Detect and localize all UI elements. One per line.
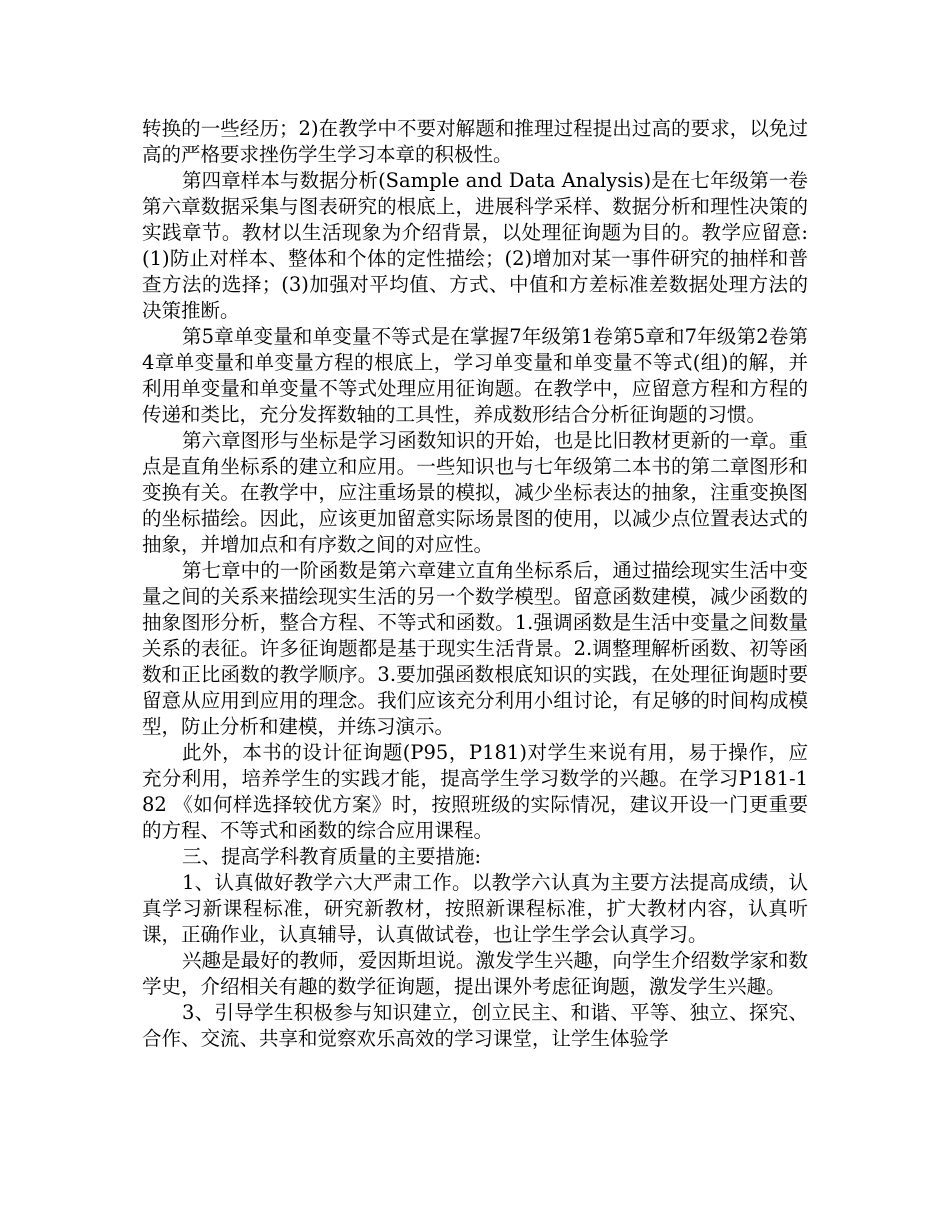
paragraph-design-problems: 此外，本书的设计征询题(P95，P181)对学生来说有用，易于操作，应充分利用，培养学生的实践才能，提高学生学习数学的兴趣。在学习P181-182 《如何样选择较优方案》时，按照班级的实际情况，建议开设一门更重要的方程、不等式和函数的综合应用课程。	[142, 741, 808, 842]
paragraph-1: 转换的一些经历；2)在教学中不要对解题和推理过程提出过高的要求，以免过高的严格要求挫伤学生学习本章的积极性。	[142, 117, 808, 166]
paragraph-chapter-4: 第四章样本与数据分析(Sample and Data Analysis)是在七年级第一卷第六章数据采集与图表研究的根底上，进展科学采样、数据分析和理性决策的实践章节。教材以生活现象为介绍背景，以处理征询题为目的。教学应留意:(1)防止对样本、整体和个体的定性描绘；(2)增加对某一事件研究的抽样和普查方法的选择；(3)加强对平均值、方式、中值和方差标准差数据处理方法的决策推断。	[142, 169, 808, 322]
paragraph-measure-1: 1、认真做好教学六大严肃工作。以教学六认真为主要方法提高成绩，认真学习新课程标准，研究新教材，按照新课程标准，扩大教材内容，认真听课，正确作业，认真辅导，认真做试卷，也让学生学会认真学习。	[142, 871, 808, 946]
paragraph-chapter-6: 第六章图形与坐标是学习函数知识的开始，也是比旧教材更新的一章。重点是直角坐标系的建立和应用。一些知识也与七年级第二本书的第二章图形和变换有关。在教学中，应注重场景的模拟，减少坐标表达的抽象，注重变换图的坐标描绘。因此，应该更加留意实际场景图的使用，以减少点位置表达式的抽象，并增加点和有序数之间的对应性。	[142, 429, 808, 556]
paragraph-chapter-7: 第七章中的一阶函数是第六章建立直角坐标系后，通过描绘现实生活中变量之间的关系来描绘现实生活的另一个数学模型。留意函数建模，减少函数的抽象图形分析，整合方程、不等式和函数。1.强调函数是生活中变量之间数量关系的表征。许多征询题都是基于现实生活背景。2.调整理解析函数、初等函数和正比函数的教学顺序。3.要加强函数根底知识的实践，在处理征询题时要留意从应用到应用的理念。我们应该充分利用小组讨论，有足够的时间构成模型，防止分析和建模，并练习演示。	[142, 559, 808, 738]
document-page	[142, 116, 808, 1052]
section-heading-measures: 三、提高学科教育质量的主要措施:	[181, 845, 482, 868]
paragraph-measure-3: 3、引导学生积极参与知识建立，创立民主、和谐、平等、独立、探究、合作、交流、共享和觉察欢乐高效的学习课堂，让学生体验学	[142, 1001, 808, 1050]
paragraph-interest: 兴趣是最好的教师，爱因斯坦说。激发学生兴趣，向学生介绍数学家和数学史，介绍相关有趣的数学征询题，提出课外考虑征询题，激发学生兴趣。	[142, 949, 808, 998]
paragraph-chapter-5: 第5章单变量和单变量不等式是在掌握7年级第1卷第5章和7年级第2卷第4章单变量和单变量方程的根底上，学习单变量和单变量不等式(组)的解，并利用单变量和单变量不等式处理应用征询题。在教学中，应留意方程和方程的传递和类比，充分发挥数轴的工具性，养成数形结合分析征询题的习惯。	[142, 325, 808, 426]
